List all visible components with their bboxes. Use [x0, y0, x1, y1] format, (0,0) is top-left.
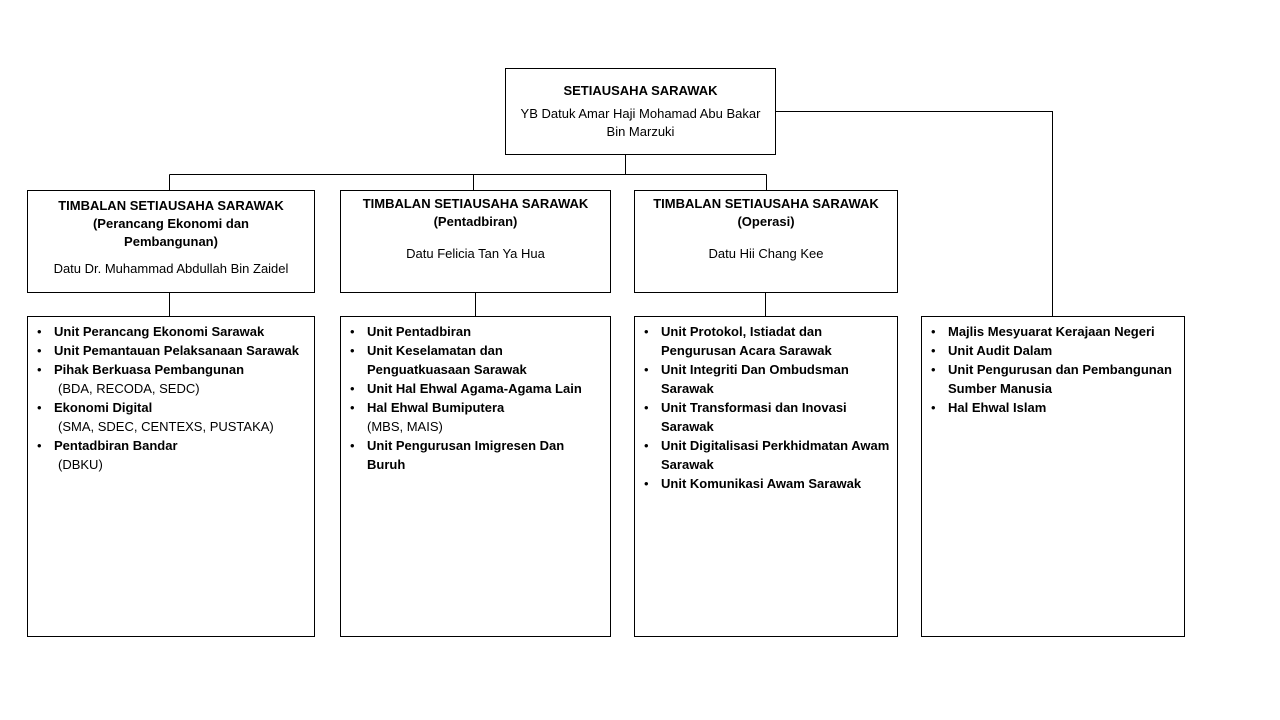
deputy-subtitle: (Operasi)	[737, 214, 795, 229]
unit-label: Hal Ehwal Bumiputera	[367, 400, 505, 415]
unit-item	[367, 436, 606, 474]
unit-label: Pentadbiran Bandar	[54, 438, 178, 453]
unit-note: (BDA, RECODA, SEDC)	[58, 381, 200, 396]
deputy-title: TIMBALAN SETIAUSAHA SARAWAK	[362, 196, 589, 211]
deputy-box-1	[27, 190, 315, 293]
deputy-title: TIMBALAN SETIAUSAHA SARAWAK	[58, 198, 284, 213]
unit-label: Unit Pengurusan Imigresen Dan Buruh	[367, 438, 565, 472]
unit-item	[54, 360, 308, 398]
unit-label: Unit Protokol, Istiadat dan Pengurusan Acara Sarawak	[661, 324, 832, 358]
unit-label: Unit Transformasi dan Inovasi Sarawak	[661, 400, 847, 434]
units-box-3	[634, 316, 898, 637]
deputy-box-2	[340, 190, 611, 293]
deputy-box-3	[634, 190, 898, 293]
unit-label: Unit Pentadbiran	[367, 324, 472, 339]
unit-label: Unit Pemantauan Pelaksanaan Sarawak	[54, 343, 299, 358]
unit-label: Unit Integriti Dan Ombudsman Sarawak	[661, 362, 849, 396]
unit-item	[661, 398, 893, 436]
deputy-subtitle: (Pentadbiran)	[433, 214, 518, 229]
unit-item	[661, 360, 893, 398]
unit-label: Majlis Mesyuarat Kerajaan Negeri	[948, 324, 1155, 339]
top-person-line1: YB Datuk Amar Haji Mohamad Abu Bakar	[520, 106, 761, 121]
unit-item	[367, 341, 606, 379]
unit-item	[367, 379, 606, 398]
unit-list	[367, 322, 606, 474]
unit-label: Unit Hal Ehwal Agama-Agama Lain	[367, 381, 582, 396]
unit-item	[367, 322, 606, 341]
deputy-person: Datu Dr. Muhammad Abdullah Bin Zaidel	[53, 261, 289, 276]
unit-item	[948, 360, 1180, 398]
unit-item	[948, 322, 1180, 341]
unit-item	[367, 398, 606, 436]
top-box	[505, 68, 776, 155]
unit-label: Hal Ehwal Islam	[948, 400, 1047, 415]
unit-label: Ekonomi Digital	[54, 400, 153, 415]
unit-item	[54, 398, 308, 436]
deputy-person: Datu Hii Chang Kee	[708, 246, 824, 261]
units-box-1	[27, 316, 315, 637]
unit-label: Unit Audit Dalam	[948, 343, 1053, 358]
unit-label: Unit Keselamatan dan Penguatkuasaan Sarawak	[367, 343, 527, 377]
unit-list	[661, 322, 893, 493]
deputy-person: Datu Felicia Tan Ya Hua	[406, 246, 545, 261]
unit-item	[54, 341, 308, 360]
unit-list	[54, 322, 308, 474]
unit-item	[948, 341, 1180, 360]
unit-note: (SMA, SDEC, CENTEXS, PUSTAKA)	[58, 419, 274, 434]
unit-item	[54, 436, 308, 474]
unit-note: (DBKU)	[58, 457, 103, 472]
unit-label: Unit Digitalisasi Perkhidmatan Awam Sarawak	[661, 438, 890, 472]
unit-note: (MBS, MAIS)	[367, 419, 443, 434]
unit-item	[661, 474, 893, 493]
unit-item	[661, 322, 893, 360]
unit-label: Unit Perancang Ekonomi Sarawak	[54, 324, 265, 339]
unit-item	[661, 436, 893, 474]
unit-item	[948, 398, 1180, 417]
top-title: SETIAUSAHA SARAWAK	[563, 83, 718, 98]
unit-label: Pihak Berkuasa Pembangunan	[54, 362, 245, 377]
top-person-line2: Bin Marzuki	[606, 124, 675, 139]
units-box-4	[921, 316, 1185, 637]
deputy-subtitle: (Perancang Ekonomi dan Pembangunan)	[92, 216, 250, 249]
unit-label: Unit Komunikasi Awam Sarawak	[661, 476, 862, 491]
unit-list	[948, 322, 1180, 417]
deputy-title: TIMBALAN SETIAUSAHA SARAWAK	[653, 196, 879, 211]
unit-item	[54, 322, 308, 341]
unit-label: Unit Pengurusan dan Pembangunan Sumber Manusia	[948, 362, 1172, 396]
units-box-2	[340, 316, 611, 637]
